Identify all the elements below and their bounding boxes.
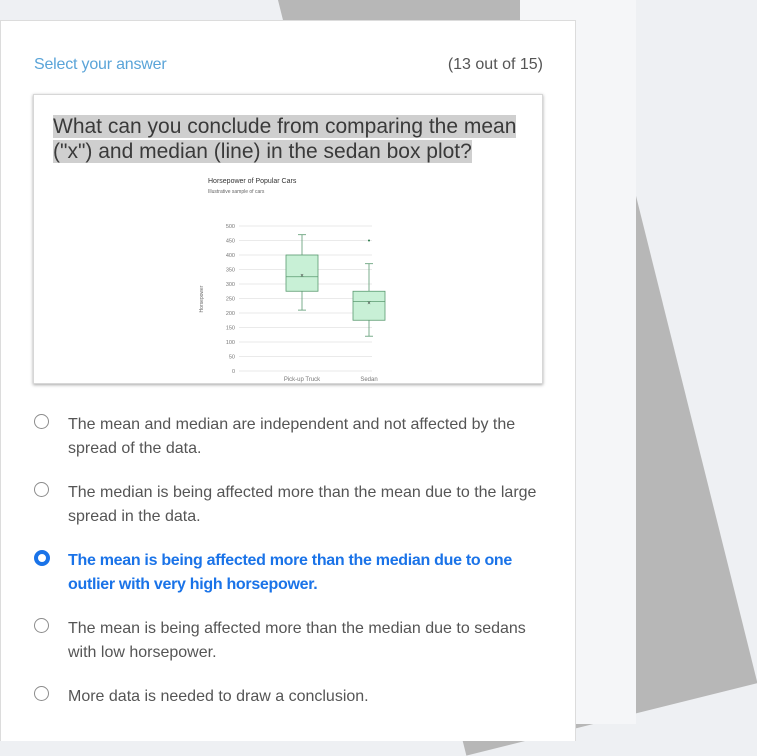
y-tick-label: 500 — [225, 224, 235, 230]
answer-option-3[interactable] — [33, 549, 543, 597]
chart-title: Horsepower of Popular Cars — [208, 178, 297, 185]
answer-option-text: The mean and median are independent and not affected by the spread of the data. — [68, 416, 516, 457]
y-tick-label: 50 — [228, 354, 235, 361]
question-card — [0, 20, 576, 741]
chart-subtitle: Illustrative sample of cars — [208, 189, 265, 195]
y-tick-label: 450 — [225, 238, 235, 245]
question-text — [53, 114, 523, 164]
select-answer-label: Select your answer — [34, 56, 167, 73]
y-tick-label: 350 — [225, 267, 235, 274]
answer-option-text: More data is needed to draw a conclusion. — [68, 688, 369, 705]
y-tick-label: 150 — [225, 325, 235, 332]
answer-option-4[interactable] — [33, 617, 543, 665]
y-tick-label: 250 — [225, 296, 235, 303]
y-tick-label: 100 — [225, 340, 235, 346]
answer-option-1[interactable] — [33, 413, 543, 461]
horsepower-box-plot — [194, 175, 384, 383]
question-progress: (13 out of 15) — [447, 56, 543, 73]
x-category-label: Sedan — [360, 377, 378, 383]
mean-marker: × — [367, 300, 371, 307]
answer-option-text: The mean is being affected more than the median due to one outlier with very high horsepower. — [68, 552, 513, 593]
chart-svg — [194, 175, 384, 383]
answer-options — [33, 413, 543, 729]
y-tick-label: 0 — [231, 369, 235, 375]
radio-icon[interactable] — [34, 414, 49, 429]
y-axis-label: Horsepower — [199, 285, 205, 313]
y-tick-label: 300 — [225, 282, 235, 288]
outlier-point — [368, 240, 370, 242]
answer-option-2[interactable] — [33, 481, 543, 529]
question-text-highlight: What can you conclude from comparing the mean ("x") and median (line) in the sedan box plot? — [53, 115, 517, 163]
answer-option-5[interactable] — [33, 685, 543, 709]
answer-option-text: The median is being affected more than the mean due to the large spread in the data. — [68, 484, 537, 525]
y-tick-label: 400 — [225, 253, 235, 259]
radio-icon[interactable] — [34, 686, 49, 701]
radio-icon[interactable] — [34, 482, 49, 497]
answer-option-text: The mean is being affected more than the median due to sedans with low horsepower. — [68, 620, 526, 661]
card-header — [34, 56, 543, 76]
radio-selected-icon[interactable] — [34, 550, 50, 566]
mean-marker: × — [300, 273, 304, 280]
y-tick-label: 200 — [225, 311, 235, 317]
radio-icon[interactable] — [34, 618, 49, 633]
question-box — [33, 94, 543, 384]
x-category-label: Pick-up Truck — [283, 377, 321, 383]
